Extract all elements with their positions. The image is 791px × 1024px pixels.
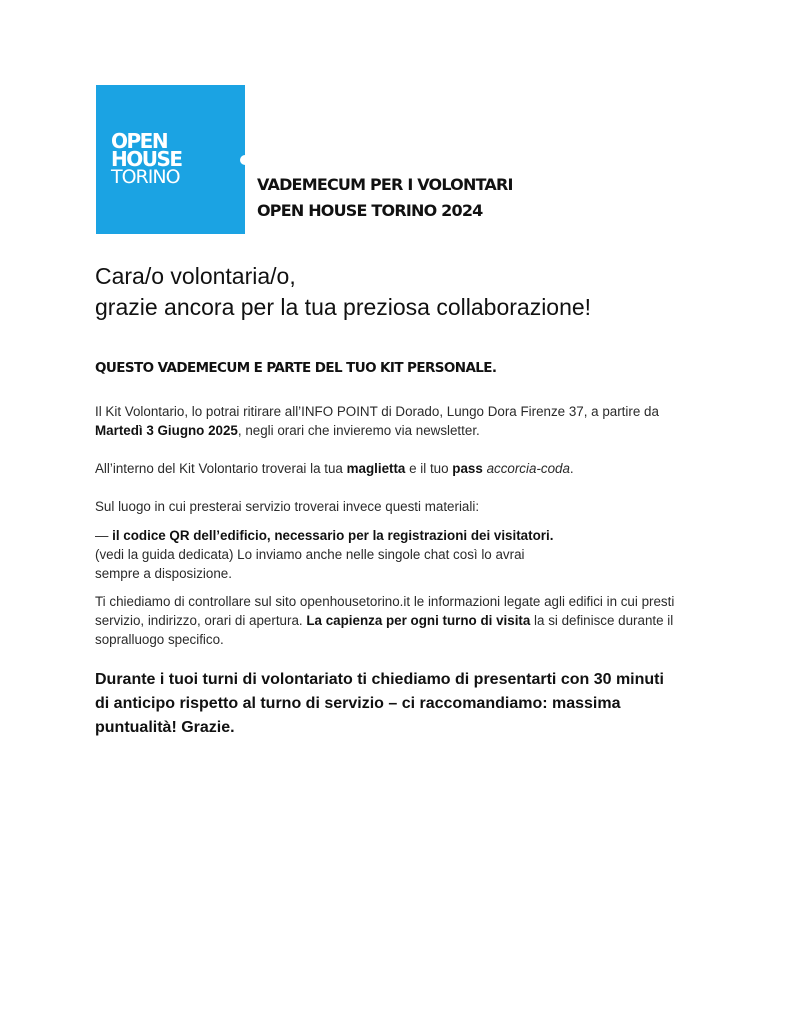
kit-pickup-paragraph <box>95 402 705 440</box>
pickup-date: Martedì 3 Giugno 2025 <box>95 423 238 438</box>
closing-note <box>95 668 715 740</box>
qr-code-note-line-2: sempre a disposizione. <box>95 566 232 581</box>
logo-line-open: OPEN <box>111 129 168 153</box>
dash-bullet: — <box>95 528 113 543</box>
on-site-materials-paragraph: Sul luogo in cui presterai servizio troverai invece questi materiali: <box>95 499 480 514</box>
closing-line-3: puntualità! Grazie. <box>95 719 235 736</box>
kit-contents-period: . <box>569 461 574 476</box>
kit-contents-paragraph <box>95 459 705 478</box>
document-title <box>257 172 513 224</box>
logo-line-house: HOUSE <box>111 147 182 171</box>
logo-line-torino: TORINO <box>111 166 180 188</box>
open-house-torino-logo <box>96 85 245 234</box>
greeting-line-2: grazie ancora per la tua preziosa collaborazione! <box>95 294 592 320</box>
kit-contents-text-mid: e il tuo <box>405 461 453 476</box>
qr-code-text: il codice QR dell’edificio, necessario per la registrazioni dei visitatori. <box>112 528 554 543</box>
closing-line-2: di anticipo rispetto al turno di servizio – ci raccomandiamo: massima <box>95 695 621 712</box>
website-check-paragraph <box>95 592 705 649</box>
document-title-line-1: VADEMECUM PER I VOLONTARI <box>257 175 513 194</box>
section-heading: QUESTO VADEMECUM E PARTE DEL TUO KIT PERSONALE. <box>95 360 497 376</box>
tshirt-label: maglietta <box>346 461 406 476</box>
website-check-text-end: la si definisce durante il sopralluogo specifico. <box>95 613 674 647</box>
logo-notch <box>240 155 250 165</box>
qr-code-item <box>95 526 705 583</box>
capacity-highlight: La capienza per ogni turno di visita <box>306 613 531 628</box>
kit-contents-text: All’interno del Kit Volontario troverai la tua <box>95 461 347 476</box>
greeting-line-1: Cara/o volontaria/o, <box>95 263 296 289</box>
kit-pickup-text: Il Kit Volontario, lo potrai ritirare all’INFO POINT di Dorado, Lungo Dora Firenze 37, a partire da <box>95 404 659 419</box>
greeting <box>95 261 591 323</box>
qr-code-note-line-1: (vedi la guida dedicata) Lo inviamo anche nelle singole chat così lo avrai <box>95 547 525 562</box>
document-title-line-2: OPEN HOUSE TORINO 2024 <box>257 201 483 220</box>
kit-pickup-text-end: , negli orari che invieremo via newsletter. <box>237 423 480 438</box>
closing-line-1: Durante i tuoi turni di volontariato ti chiediamo di presentarti con 30 minuti <box>95 671 664 688</box>
website-check-text: Ti chiediamo di controllare sul sito openhousetorino.it le informazioni legate agli edifici in cui presti servizio, indirizzo, orari di apertura. <box>95 594 675 628</box>
accorcia-coda-label: accorcia-coda <box>486 461 570 476</box>
pass-label: pass <box>452 461 483 476</box>
